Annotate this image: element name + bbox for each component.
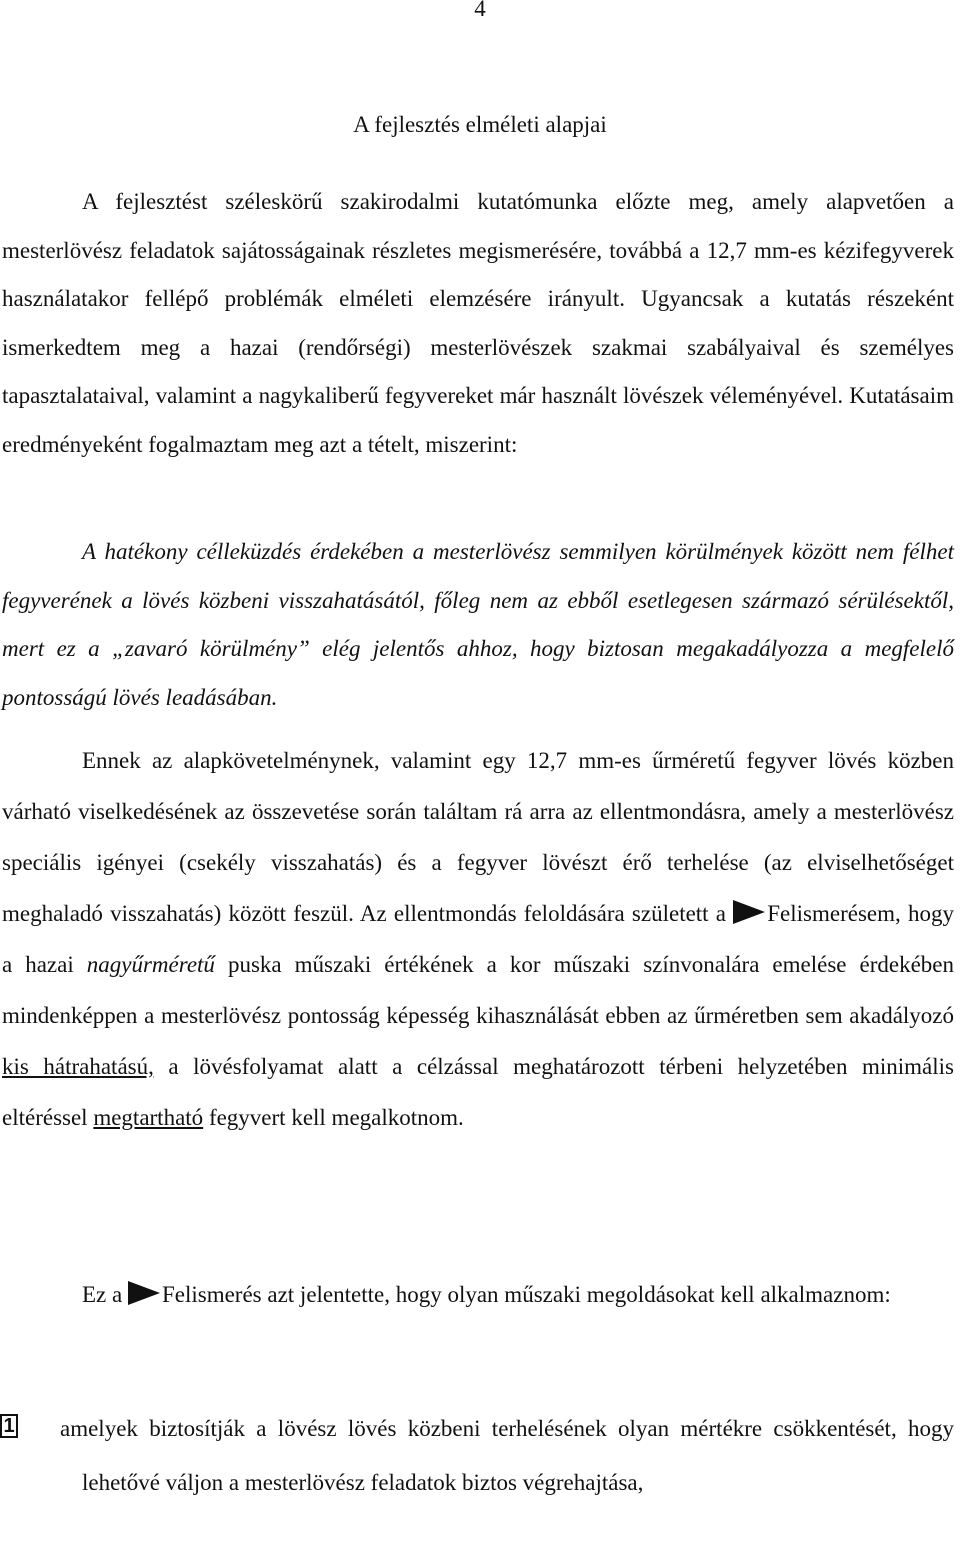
page-number: 4 [474,0,486,21]
paragraph-text: Ennek az alapkövetelménynek, valamint egy 12,7 mm-es űrméretű fegyver lövés közben várható viselkedésének az összevetése során találtam rá arra az ellentmondásra, amely a mesterlövész speciális igényei (csekély visszahatás) és a fegyver lövészt érő terhelése (az elviselhetőséget meghaladó visszahatás) között feszül. Az ellentmondás feloldására született a [2,748,954,926]
paragraph-contradiction [2,735,954,1143]
paragraph-text: Felismerésem, hogy a hazai [2,901,955,977]
list-item-marker: 1 [0,1414,18,1438]
thesis-statement: A hatékony célleküzdés érdekében a mesterlövész semmilyen körülmények között nem félhet fegyverének a lövés közbeni visszahatásától, főleg nem az ebből esetlegesen származó sérülésektől, mert ez a „zavaró körülmény” elég jelentős ahhoz, hogy biztosan megakadályozza a megfelelő pontosságú lövés leadásában. [2,539,954,710]
italic-term: nagyűrméretű [86,952,215,977]
right-triangle-arrow-icon [128,1281,160,1305]
paragraph-text: Ez a [82,1282,123,1307]
paragraph-text: fegyvert kell megalkotnom. [208,1105,464,1130]
paragraph-research: A fejlesztést széleskörű szakirodalmi kutatómunka előzte meg, amely alapvetően a mesterlövész feladatok sajátosságainak részletes megismerésére, továbbá a 12,7 mm-es kézifegyverek használatakor fellépő problémák elméleti elemzésére irányult. Ugyancsak a kutatás részeként ismerkedtem meg a hazai (rendőrségi) mesterlövészek szakmai szabályaival és személyes tapasztalataival, valamint a nagykaliberű fegyvereket már használt lövészek véleményével. Kutatásaim eredményeként fogalmaztam meg azt a tételt, miszerint: [2,189,954,457]
paragraph-text: a lövésfolyamat alatt a célzással meghatározott térbeni helyzetében minimális eltéréssel [2,1054,954,1130]
paragraph-text: Felismerés azt jelentette, hogy olyan műszaki megoldásokat kell alkalmaznom: [161,1282,891,1307]
right-triangle-arrow-icon [733,900,765,924]
underlined-term: megtartható [93,1105,204,1130]
section-heading: A fejlesztés elméleti alapjai [353,112,607,137]
paragraph-recognition [2,1267,954,1323]
paragraph-text: puska műszaki értékének a kor műszaki színvonalára emelése érdekében mindenképpen a mesterlövész pontosság képesség kihasználását ebben az űrméretben sem akadályozó [2,952,954,1028]
list-item-text: amelyek biztosítják a lövész lövés közbeni terhelésének olyan mértékre csökkentését, hogy lehetővé váljon a mesterlövész feladatok biztos végrehajtása, [60,1416,954,1495]
underlined-term: kis hátrahatású, [2,1054,154,1079]
